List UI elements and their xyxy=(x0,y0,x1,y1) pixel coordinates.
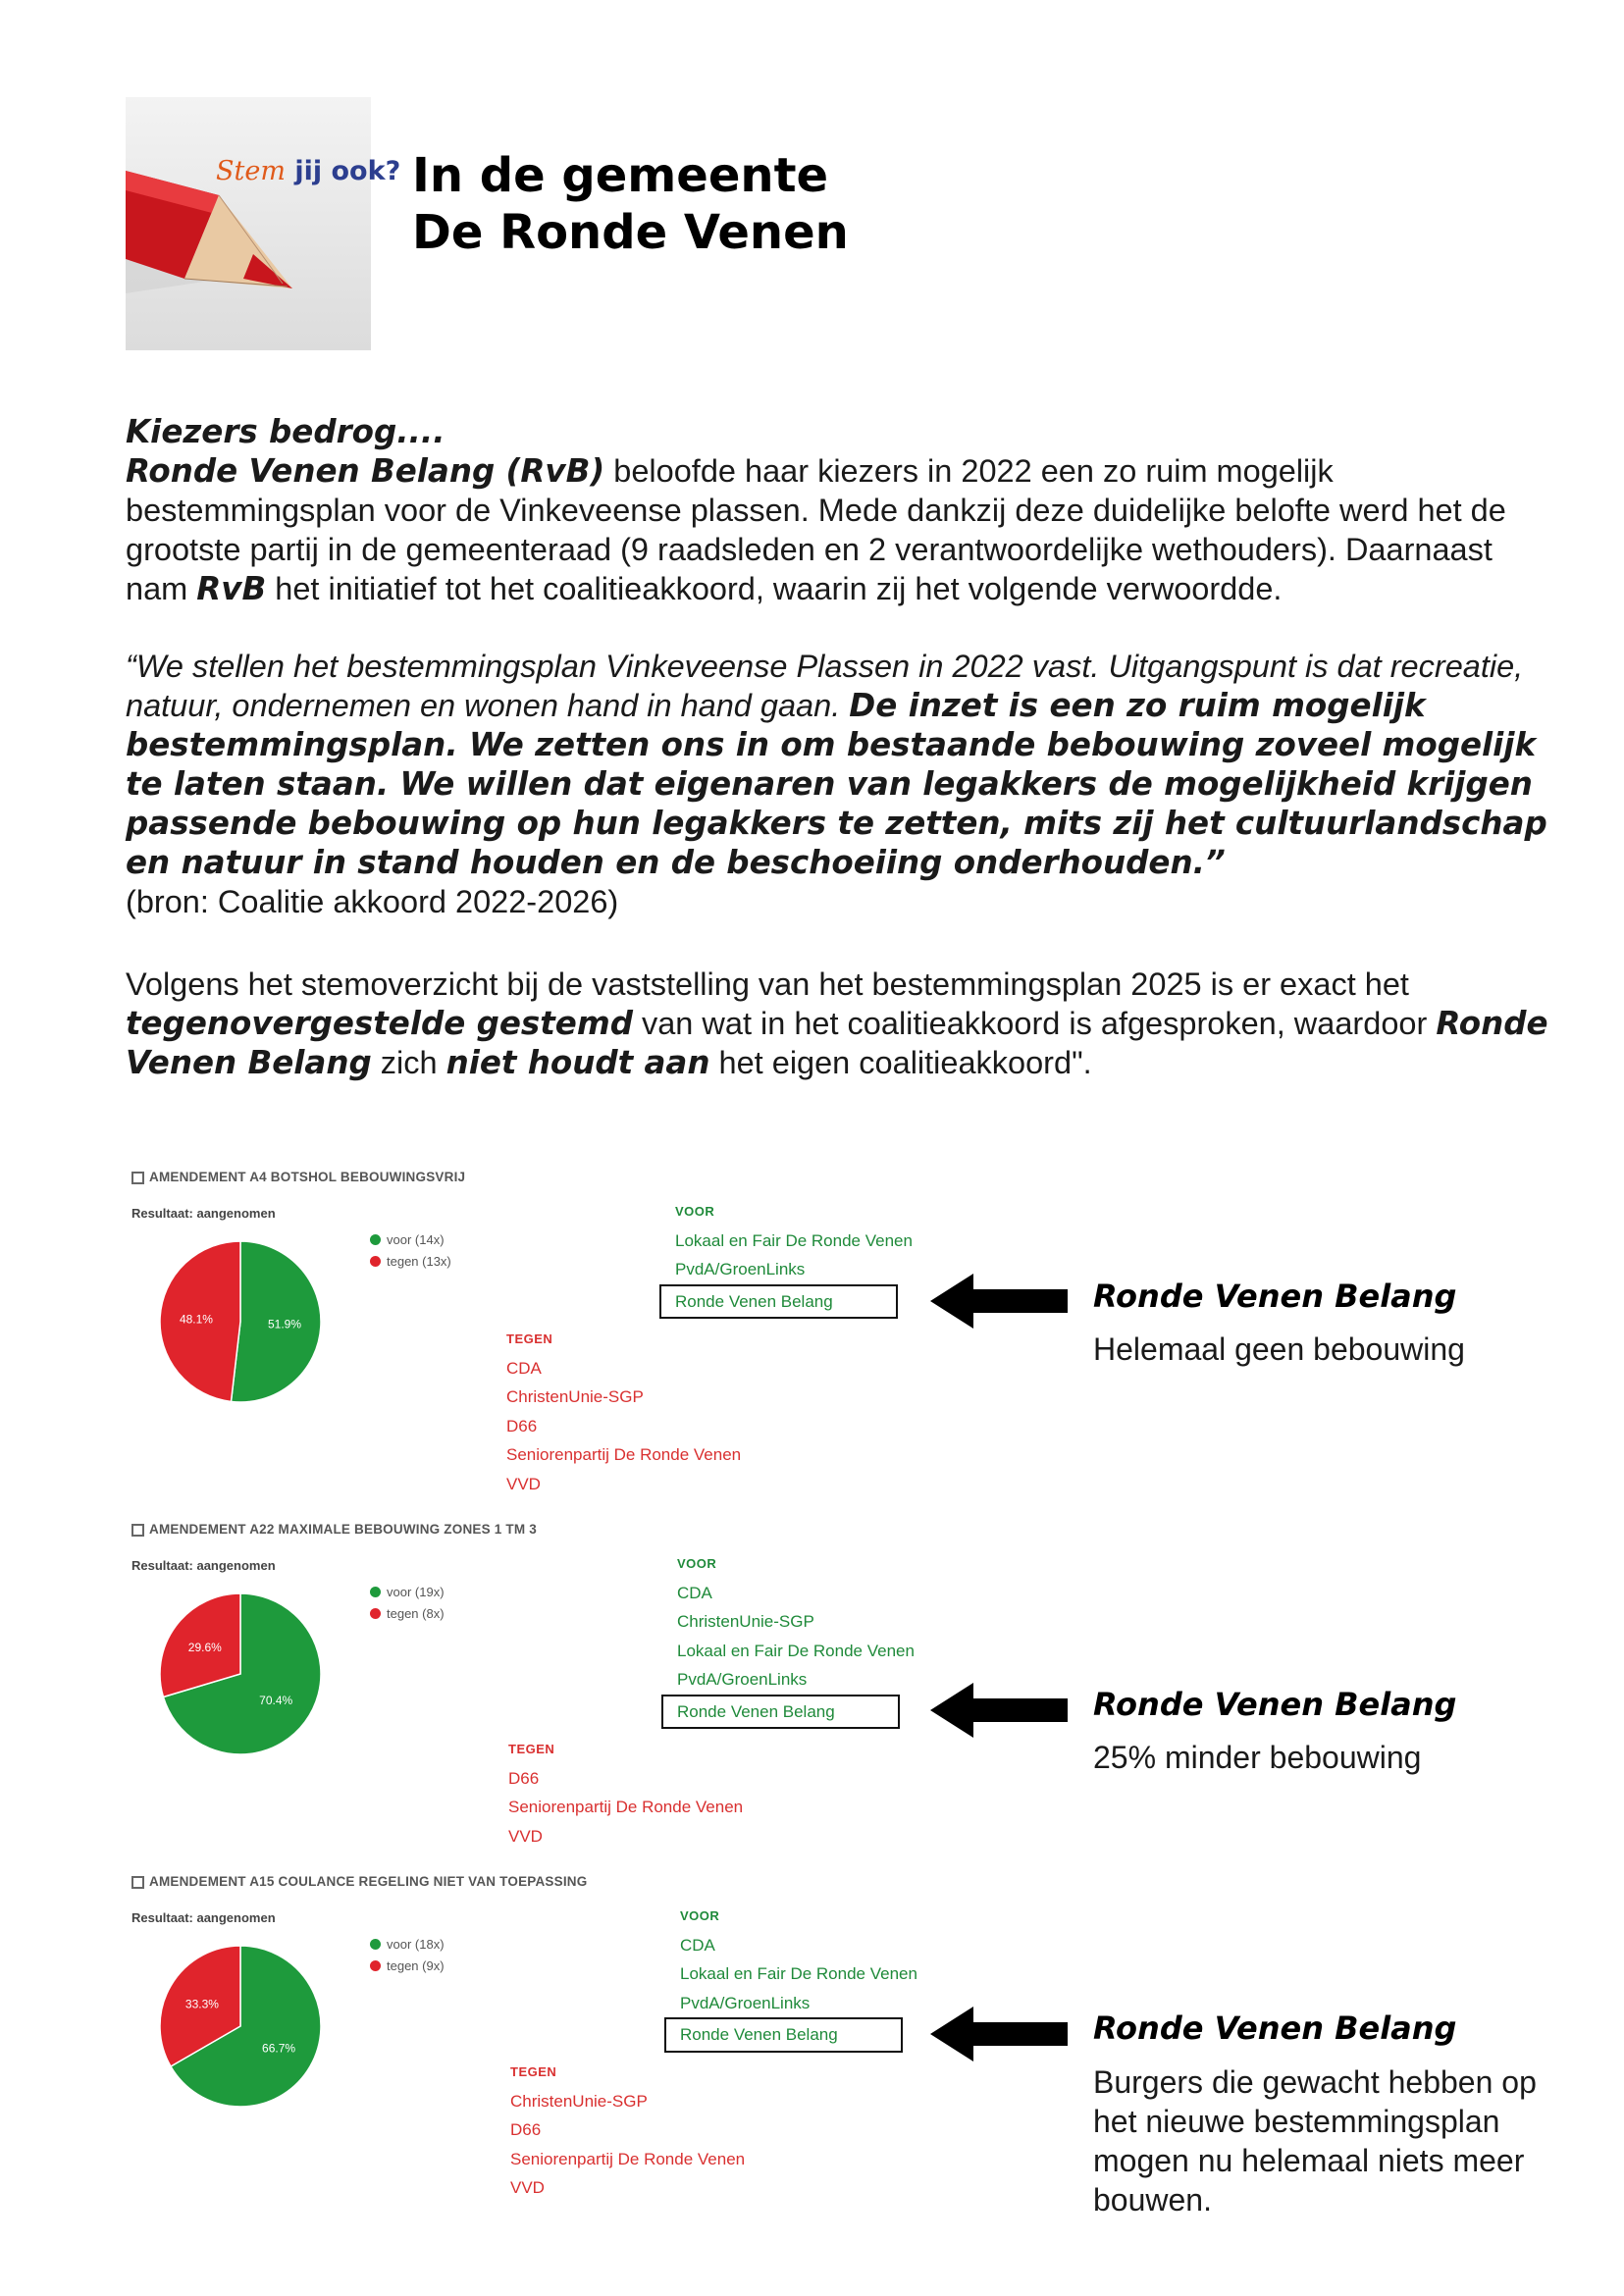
party-item: ChristenUnie-SGP xyxy=(506,1387,644,1406)
voor-list xyxy=(675,1197,913,1319)
title-line-2: De Ronde Venen xyxy=(412,205,849,260)
coalition-quote: “We stellen het bestemmingsplan Vinkeveense Plassen in 2022 vast. Uitgangspunt is dat recreatie, natuur, ondernemen en wonen hand in hand gaan. De inzet is een zo ruim mogelijk bestemmingsplan. We zetten ons in om bestaande bebouwing zoveel mogelijk te laten staan. We willen dat eigenaren van legakkers de mogelijkheid krijgen passende bebouwing op hun legakkers te zetten, mits zij het cultuurlandschap en natuur in stand houden en de beschoeiing onderhouden.” xyxy=(126,649,1547,881)
party-item: PvdA/GroenLinks xyxy=(677,1670,808,1689)
party-item: Lokaal en Fair De Ronde Venen xyxy=(675,1230,913,1250)
legend-voor: voor (18x) xyxy=(370,1934,445,1956)
amendment-block-2 xyxy=(126,1522,1539,1855)
party-item: ChristenUnie-SGP xyxy=(510,2091,648,2111)
pie-label-tegen: 29.6% xyxy=(187,1641,222,1655)
party-item: Seniorenpartij De Ronde Venen xyxy=(506,1445,742,1464)
result-label: Resultaat: aangenomen xyxy=(131,1206,276,1221)
party-item: Lokaal en Fair De Ronde Venen xyxy=(680,1964,917,1983)
legend-tegen: tegen (8x) xyxy=(370,1603,445,1625)
verdict-paragraph: Volgens het stemoverzicht bij de vaststelling van het bestemmingsplan 2025 is er exact het tegenovergestelde gestemd van wat in het coalitieakkoord is afgesproken, waardoor Ronde Venen Belang zich niet houdt aan het eigen coalitieakkoord". xyxy=(126,966,1548,1081)
pie-legend xyxy=(370,1229,451,1273)
intro-section xyxy=(126,412,1558,608)
tegen-header: TEGEN xyxy=(508,1742,555,1756)
arrow-left-icon xyxy=(930,2005,1068,2063)
voor-header: VOOR xyxy=(677,1556,717,1571)
logo-image xyxy=(126,97,401,350)
intro-heading: Kiezers bedrog.... xyxy=(126,413,445,450)
quote-section xyxy=(126,647,1558,921)
quote-source: (bron: Coalitie akkoord 2022-2026) xyxy=(126,884,619,919)
party-item: D66 xyxy=(510,2120,542,2139)
pie-label-tegen: 48.1% xyxy=(179,1312,213,1327)
amendment-title: AMENDEMENT A4 BOTSHOL BEBOUWINGSVRIJ xyxy=(131,1170,465,1184)
title-line-1: In de gemeente xyxy=(412,148,829,203)
vote-pie-chart xyxy=(157,1238,324,1405)
verdict-section xyxy=(126,965,1558,1082)
pie-legend xyxy=(370,1582,445,1625)
party-item-highlighted: Ronde Venen Belang xyxy=(677,1695,915,1730)
pie-label-voor: 70.4% xyxy=(259,1693,293,1707)
pie-label-voor: 66.7% xyxy=(262,2041,296,2056)
party-item-highlighted: Ronde Venen Belang xyxy=(675,1284,913,1320)
rvb-note: 25% minder bebouwing xyxy=(1093,1740,1422,1775)
voor-header: VOOR xyxy=(675,1204,715,1219)
tegen-header: TEGEN xyxy=(506,1331,553,1346)
party-item: Seniorenpartij De Ronde Venen xyxy=(510,2149,746,2168)
voor-list xyxy=(680,1902,917,2053)
party-item: D66 xyxy=(506,1416,538,1435)
edit-icon xyxy=(131,1172,144,1184)
vote-pie-chart xyxy=(157,1943,324,2110)
amendment-title: AMENDEMENT A15 COULANCE REGELING NIET VAN TOEPASSING xyxy=(131,1874,587,1889)
amendment-block-1 xyxy=(126,1170,1539,1493)
party-item: PvdA/GroenLinks xyxy=(675,1260,806,1278)
tegen-list xyxy=(510,2058,745,2203)
tegen-list xyxy=(508,1735,743,1851)
rvb-label: Ronde Venen Belang xyxy=(1093,1686,1457,1723)
party-item-highlighted: Ronde Venen Belang xyxy=(680,2017,917,2053)
logo-text: Stem jij ook? xyxy=(216,156,401,186)
arrow-left-icon xyxy=(930,1272,1068,1331)
intro-paragraph: Ronde Venen Belang (RvB) beloofde haar kiezers in 2022 een zo ruim mogelijk bestemmingsplan voor de Vinkeveense plassen. Mede dankzij deze duidelijke belofte werd het de grootste partij in de gemeenteraad (9 raadsleden en 2 verantwoordelijke wethouders). Daarnaast nam RvB het initiatief tot het coalitieakkoord, waarin zij het volgende verwoordde. xyxy=(126,452,1506,607)
vote-pie-chart xyxy=(157,1591,324,1757)
party-item: CDA xyxy=(677,1583,712,1602)
party-item: Seniorenpartij De Ronde Venen xyxy=(508,1798,744,1816)
pie-label-tegen: 33.3% xyxy=(184,1997,219,2011)
party-item: D66 xyxy=(508,1768,540,1788)
legend-tegen: tegen (13x) xyxy=(370,1251,451,1273)
pencil-icon xyxy=(126,97,371,350)
party-item: CDA xyxy=(680,1935,715,1955)
rvb-label: Ronde Venen Belang xyxy=(1093,2009,1457,2047)
rvb-note: Helemaal geen bebouwing xyxy=(1093,1331,1465,1367)
edit-icon xyxy=(131,1524,144,1537)
party-item: Lokaal en Fair De Ronde Venen xyxy=(677,1641,915,1660)
rvb-label: Ronde Venen Belang xyxy=(1093,1278,1457,1315)
voor-header: VOOR xyxy=(680,1908,720,1923)
party-item: CDA xyxy=(506,1358,542,1378)
rvb-note: Burgers die gewacht hebben op het nieuwe bestemmingsplan mogen nu helemaal niets meer bouwen. xyxy=(1093,2064,1537,2218)
legend-voor: voor (14x) xyxy=(370,1229,451,1251)
edit-icon xyxy=(131,1876,144,1889)
legend-voor: voor (19x) xyxy=(370,1582,445,1603)
legend-tegen: tegen (9x) xyxy=(370,1956,445,1977)
party-item: VVD xyxy=(506,1474,541,1493)
party-item: VVD xyxy=(508,1826,543,1846)
amendment-block-3 xyxy=(126,1874,1539,2227)
tegen-header: TEGEN xyxy=(510,2064,557,2079)
arrow-left-icon xyxy=(930,1681,1068,1740)
result-label: Resultaat: aangenomen xyxy=(131,1910,276,1925)
page-title xyxy=(412,147,849,261)
result-label: Resultaat: aangenomen xyxy=(131,1558,276,1573)
voor-list xyxy=(677,1549,915,1729)
tegen-list xyxy=(506,1325,741,1498)
pie-label-voor: 51.9% xyxy=(268,1317,302,1331)
amendment-title: AMENDEMENT A22 MAXIMALE BEBOUWING ZONES 1 TM 3 xyxy=(131,1522,537,1537)
party-item: VVD xyxy=(510,2178,545,2197)
party-item: ChristenUnie-SGP xyxy=(677,1612,814,1631)
pie-legend xyxy=(370,1934,445,1977)
party-item: PvdA/GroenLinks xyxy=(680,1993,811,2012)
